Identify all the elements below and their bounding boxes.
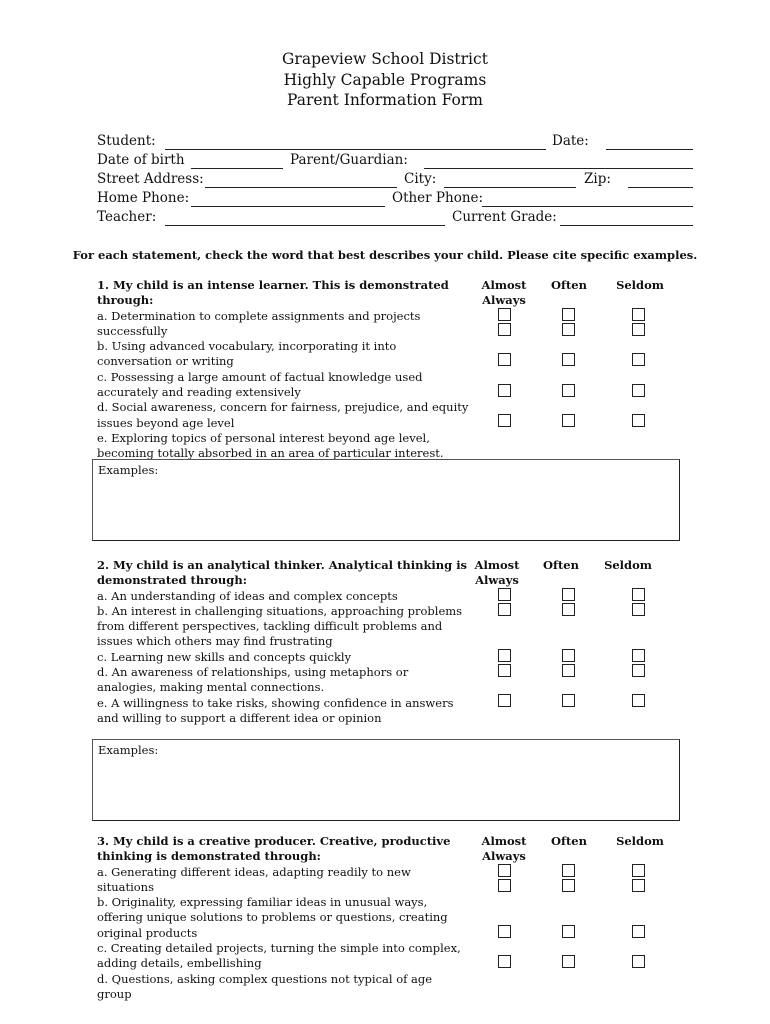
street-field[interactable] [205,187,397,188]
column-seldom: Seldom [616,834,664,848]
statement: b. An interest in challenging situations, approaching problems from different perspectives, tackling difficult problems and issues which others may find frustrating [97,603,463,649]
almost-label: Almost [474,558,520,572]
checkbox-1d-often[interactable] [562,384,575,397]
grade-field[interactable] [560,225,693,226]
checkbox-3a-almost-always[interactable] [498,864,511,877]
other-phone-label: Other Phone: [392,190,484,206]
always-label: Always [475,573,519,588]
statement: a. Generating different ideas, adapting readily to new situations [97,864,411,894]
checkbox-1c-seldom[interactable] [632,353,645,366]
checkbox-1b-often[interactable] [562,323,575,336]
teacher-label: Teacher: [97,209,157,225]
checkbox-1d-almost-always[interactable] [498,384,511,397]
statement: e. A willingness to take risks, showing confidence in answers and willing to support a different idea or opinion [97,695,454,725]
section-heading: 3. My child is a creative producer. Creative, productive thinking is demonstrated through: [97,834,451,864]
almost-label: Almost [481,278,527,292]
checkbox-3b-seldom[interactable] [632,879,645,892]
checkbox-2e-often[interactable] [562,694,575,707]
checkbox-1e-often[interactable] [562,414,575,427]
checkbox-2e-seldom[interactable] [632,694,645,707]
column-often: Often [551,278,587,292]
street-label: Street Address: [97,171,204,187]
checkbox-3c-often[interactable] [562,925,575,938]
column-seldom: Seldom [604,558,652,572]
statement: b. Using advanced vocabulary, incorporating it into conversation or writing [97,339,397,369]
dob-field[interactable] [191,168,283,169]
always-label: Always [482,293,526,308]
home-phone-label: Home Phone: [97,190,190,206]
checkbox-2d-seldom[interactable] [632,664,645,677]
column-almost-always [476,278,532,309]
checkbox-2d-almost-always[interactable] [498,664,511,677]
student-field[interactable] [165,149,546,150]
checkbox-1c-often[interactable] [562,353,575,366]
checkbox-2c-almost-always[interactable] [498,649,511,662]
checkbox-2a-almost-always[interactable] [498,588,511,601]
section-2 [97,558,469,726]
always-label: Always [482,849,526,864]
section-heading: 2. My child is an analytical thinker. Analytical thinking is demonstrated through: [97,558,468,588]
column-almost-always [469,558,525,589]
checkbox-2a-seldom[interactable] [632,588,645,601]
almost-label: Almost [481,834,527,848]
checkbox-3a-often[interactable] [562,864,575,877]
date-field[interactable] [606,149,693,150]
instructions: For each statement, check the word that best describes your child. Please cite specific examples. [72,248,698,262]
checkbox-3d-almost-always[interactable] [498,955,511,968]
column-often: Often [543,558,579,572]
form-header [0,49,770,111]
statement: a. An understanding of ideas and complex concepts [97,588,398,603]
section-heading: 1. My child is an intense learner. This is demonstrated through: [97,278,449,308]
checkbox-1d-seldom[interactable] [632,384,645,397]
grade-label: Current Grade: [452,209,557,225]
section-1 [97,278,469,462]
city-label: City: [404,171,437,187]
home-phone-field[interactable] [191,206,385,207]
statement: d. Questions, asking complex questions not typical of age group [97,971,433,1001]
checkbox-1a-seldom[interactable] [632,308,645,321]
checkbox-1c-almost-always[interactable] [498,353,511,366]
examples-label: Examples: [98,743,159,757]
statement: c. Creating detailed projects, turning the simple into complex, adding details, embellishing [97,941,461,971]
checkbox-2b-often[interactable] [562,603,575,616]
checkbox-2d-often[interactable] [562,664,575,677]
student-label: Student: [97,133,156,149]
dob-label: Date of birth [97,152,185,168]
column-often: Often [551,834,587,848]
checkbox-1b-seldom[interactable] [632,323,645,336]
checkbox-1e-seldom[interactable] [632,414,645,427]
checkbox-2c-seldom[interactable] [632,649,645,662]
statement: d. Social awareness, concern for fairness, prejudice, and equity issues beyond age level [97,400,469,430]
checkbox-3d-often[interactable] [562,955,575,968]
column-seldom: Seldom [616,278,664,292]
checkbox-1a-often[interactable] [562,308,575,321]
checkbox-2c-often[interactable] [562,649,575,662]
checkbox-3b-often[interactable] [562,879,575,892]
checkbox-3b-almost-always[interactable] [498,879,511,892]
checkbox-3d-seldom[interactable] [632,955,645,968]
checkbox-3c-almost-always[interactable] [498,925,511,938]
zip-field[interactable] [628,187,693,188]
checkbox-2b-almost-always[interactable] [498,603,511,616]
examples-label: Examples: [98,463,159,477]
parent-field[interactable] [424,168,693,169]
checkbox-1a-almost-always[interactable] [498,308,511,321]
program-name: Highly Capable Programs [283,70,487,89]
form-title: Parent Information Form [287,91,483,109]
statement: d. An awareness of relationships, using metaphors or analogies, making mental connections. [97,665,409,695]
checkbox-3a-seldom[interactable] [632,864,645,877]
other-phone-field[interactable] [482,206,693,207]
teacher-field[interactable] [165,225,445,226]
checkbox-2b-seldom[interactable] [632,603,645,616]
statement: e. Exploring topics of personal interest beyond age level, becoming totally absorbed in an area of particular interest. [97,430,444,461]
zip-label: Zip: [584,171,611,187]
statement: b. Originality, expressing familiar ideas in unusual ways, offering unique solutions to problems or questions, creating original products [97,895,448,940]
parent-label: Parent/Guardian: [290,152,408,168]
section-3 [97,834,469,1002]
checkbox-1e-almost-always[interactable] [498,414,511,427]
statement: a. Determination to complete assignments and projects successfully [97,308,421,338]
checkbox-2e-almost-always[interactable] [498,694,511,707]
checkbox-2a-often[interactable] [562,588,575,601]
statement: c. Learning new skills and concepts quickly [97,649,352,664]
city-field[interactable] [444,187,576,188]
district-name: Grapeview School District [282,50,488,68]
date-label: Date: [552,133,589,149]
checkbox-1b-almost-always[interactable] [498,323,511,336]
checkbox-3c-seldom[interactable] [632,925,645,938]
examples-box-1[interactable] [92,459,680,541]
statement: c. Possessing a large amount of factual knowledge used accurately and reading extensively [97,369,423,400]
examples-box-2[interactable] [92,739,680,821]
column-almost-always [476,834,532,865]
